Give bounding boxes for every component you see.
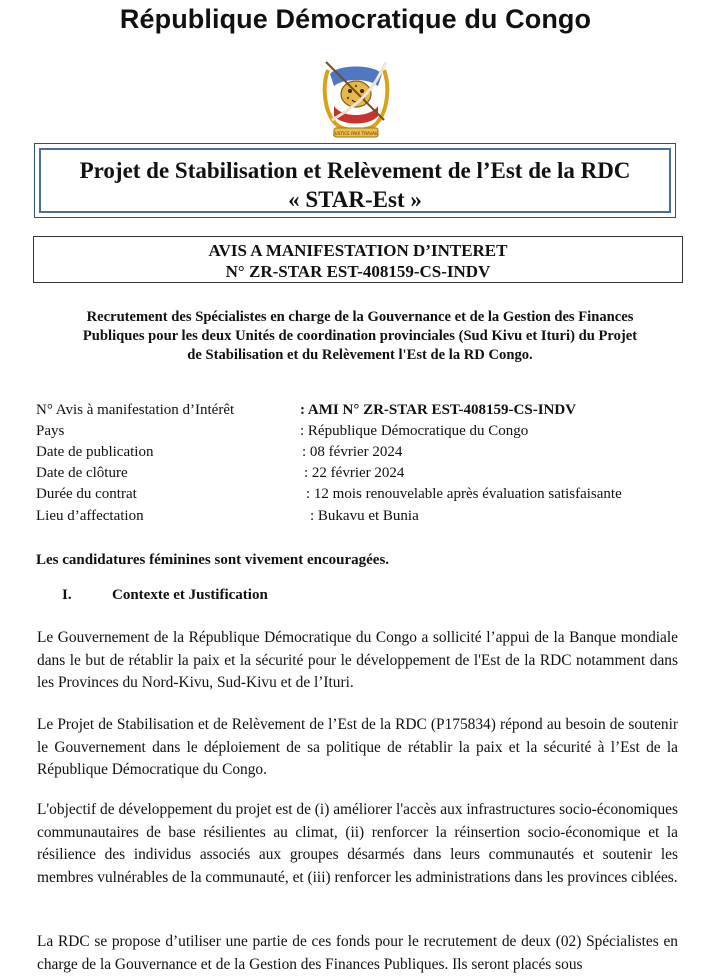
body-paragraph: L'objectif de développement du projet est de (i) améliorer l'accès aux infrastructures socio-économiques communautaires de base résilientes au climat, (ii) renforcer la réinsertion socio-économique et la résilience des individus associés aux groupes désarmés dans leurs communautés et soutenir les membres vulnérables de la communauté, et (iii) renforcer les administrations dans les provinces ciblées.	[37, 801, 678, 886]
info-value: : Bukavu et Bunia	[310, 508, 419, 524]
info-label: Durée du contrat	[36, 486, 137, 502]
info-label: Pays	[36, 423, 65, 439]
info-label: Date de clôture	[36, 465, 128, 481]
body-paragraph: La RDC se propose d’utiliser une partie de ces fonds pour le recrutement de deux (02) Spécialistes en charge de la Gouvernance et de la Gestion des Finances Publiques. Ils seront placés sous	[37, 933, 678, 973]
coat-of-arms-icon	[318, 56, 394, 142]
info-label: Lieu d’affectation	[36, 508, 144, 524]
info-label: Date de publication	[36, 444, 154, 460]
recruitment-line: Publiques pour les deux Unités de coordination provinciales (Sud Kivu et Ituri) du Projet	[82, 328, 638, 344]
info-value: : République Démocratique du Congo	[300, 423, 529, 439]
info-value: : 22 février 2024	[304, 465, 405, 481]
recruitment-line: de Stabilisation et du Relèvement l'Est de la RD Congo.	[187, 347, 533, 363]
body-paragraph: Le Gouvernement de la République Démocratique du Congo a sollicité l’appui de la Banque mondiale dans le but de rétablir la paix et la sécurité pour le développement de l'Est de la RDC notamment dans les Provinces du Nord-Kivu, Sud-Kivu et de l’Ituri.	[37, 629, 678, 691]
notice-box	[33, 236, 683, 283]
emblem-motto: JUSTICE PAIX TRAVAIL	[333, 131, 379, 136]
recruitment-heading	[34, 308, 686, 365]
section-number: I.	[62, 587, 72, 603]
recruitment-line: Recrutement des Spécialistes en charge de la Gouvernance et de la Gestion des Finances	[86, 309, 634, 325]
project-title-box	[34, 143, 676, 218]
encouragement-note: Les candidatures féminines sont vivement encouragées.	[36, 552, 390, 568]
country-title: République Démocratique du Congo	[119, 4, 592, 34]
info-label: N° Avis à manifestation d’Intérêt	[36, 402, 235, 418]
project-title-line1: Projet de Stabilisation et Relèvement de l’Est de la RDC	[79, 158, 631, 183]
project-title-line2: « STAR-Est »	[288, 187, 422, 212]
info-value: : 08 février 2024	[302, 444, 403, 460]
notice-number: N° ZR-STAR EST-408159-CS-INDV	[225, 262, 491, 281]
section-title: Contexte et Justification	[112, 587, 268, 603]
body-paragraph: Le Projet de Stabilisation et de Relèvement de l’Est de la RDC (P175834) répond au besoin de soutenir le Gouvernement dans le déploiement de sa politique de rétablir la paix et la sécurité à l’Est de la République Démocratique du Congo.	[37, 716, 678, 778]
notice-title: AVIS A MANIFESTATION D’INTERET	[208, 241, 508, 260]
info-value: : AMI N° ZR-STAR EST-408159-CS-INDV	[300, 402, 577, 418]
info-value: : 12 mois renouvelable après évaluation satisfaisante	[306, 486, 622, 502]
